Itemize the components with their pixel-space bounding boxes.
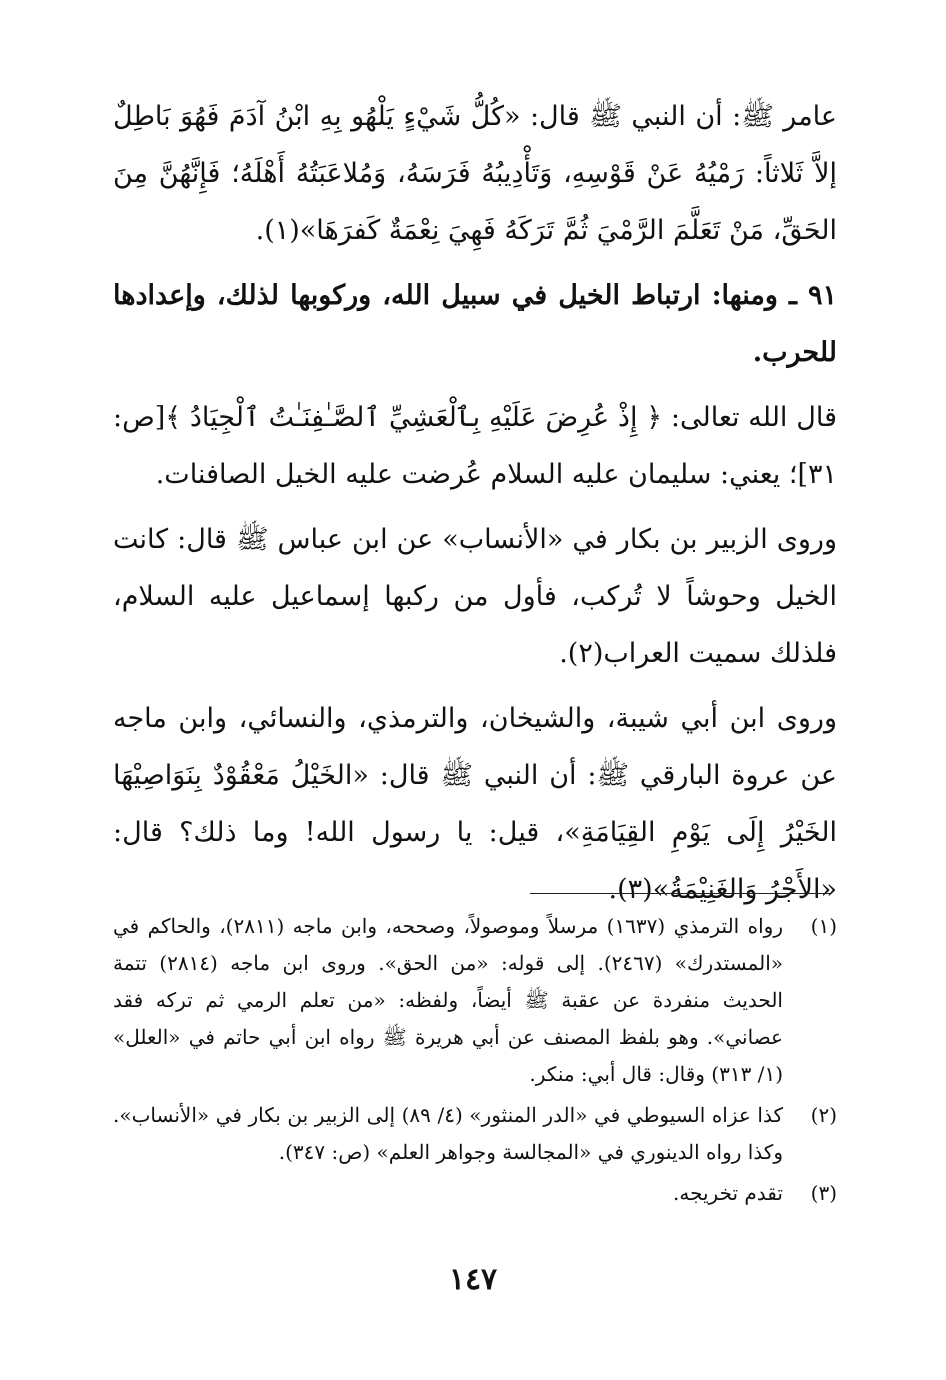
footnote-number: (٢) <box>810 1103 837 1127</box>
paragraph-quran-verse: قال الله تعالى: ﴿ إِذْ عُرِضَ عَلَيْهِ بِٱلْعَشِيِّ ٱلصَّـٰفِنَـٰتُ ٱلْجِيَادُ ﴾[ص: ٣١]؛ يعني: سليمان عليه السلام عُرضت عليه الخيل الصافنات. <box>113 402 837 490</box>
footnote-1 <box>113 908 837 1093</box>
section-heading: ٩١ ـ ومنها: ارتباط الخيل في سبيل الله، وركوبها لذلك، وإعدادها للحرب. <box>113 280 837 368</box>
paragraph-hadith-play: عامر ﷺ: أن النبي ﷺ قال: «كُلُّ شَيْءٍ يَلْهُو بِهِ ابْنُ آدَمَ فَهُوَ بَاطِلٌ إلاَّ ثَلاثاً: رَمْيُهُ عَنْ قَوْسِهِ، وَتَأْدِيبُهُ فَرَسَهُ، وَمُلاعَبَتُهُ أَهْلَهُ؛ فَإِنَّهُنَّ مِنَ الحَقِّ، مَنْ تَعَلَّمَ الرَّمْيَ ثُمَّ تَرَكَهُ فَهِيَ نِعْمَةٌ كَفرَهَا»(١). <box>113 101 837 246</box>
footnote-divider <box>530 893 830 894</box>
footnote-2 <box>113 1097 837 1171</box>
main-text <box>113 88 837 918</box>
page-number: ١٤٧ <box>448 1262 498 1297</box>
paragraph-ibn-abbas: وروى الزبير بن بكار في «الأنساب» عن ابن عباس ﷺ قال: كانت الخيل وحوشاً لا تُركب، فأول من ركبها إسماعيل عليه السلام، فلذلك سميت العراب(٢). <box>113 524 837 669</box>
footnote-text: كذا عزاه السيوطي في «الدر المنثور» (٤/ ٨٩) إلى الزبير بن بكار في «الأنساب». وكذا رواه الدينوري في «المجالسة وجواهر العلم» (ص: ٣٤٧). <box>113 1103 783 1164</box>
footnote-number: (٣) <box>810 1181 837 1205</box>
footnote-number: (١) <box>810 914 837 938</box>
footnote-text: تقدم تخريجه. <box>673 1181 783 1205</box>
footnote-3 <box>113 1175 837 1212</box>
footnotes <box>113 908 837 1212</box>
footnote-text: رواه الترمذي (١٦٣٧) مرسلاً وموصولاً، وصححه، وابن ماجه (٢٨١١)، والحاكم في «المستدرك» (٢٤٦٧). إلى قوله: «من الحق». وروى ابن ماجه (٢٨١٤) تتمة الحديث منفردة عن عقبة ﷺ أيضاً، ولفظه: «من تعلم الرمي ثم تركه فقد عصاني». وهو بلفظ المصنف عن أبي هريرة ﷺ رواه ابن أبي حاتم في «العلل» (١/ ٣١٣) وقال: قال أبي: منكر. <box>113 914 784 1086</box>
paragraph-urwah-hadith: وروى ابن أبي شيبة، والشيخان، والترمذي، والنسائي، وابن ماجه عن عروة البارقي ﷺ: أن النبي ﷺ قال: «الخَيْلُ مَعْقُوْدٌ بِنَوَاصِيْهَا الخَيْرُ إِلَى يَوْمِ القِيَامَةِ»، قيل: يا رسول الله! وما ذلك؟ قال: «الأَجْرُ وَالغَنِيْمَةُ»(٣). <box>113 703 837 905</box>
